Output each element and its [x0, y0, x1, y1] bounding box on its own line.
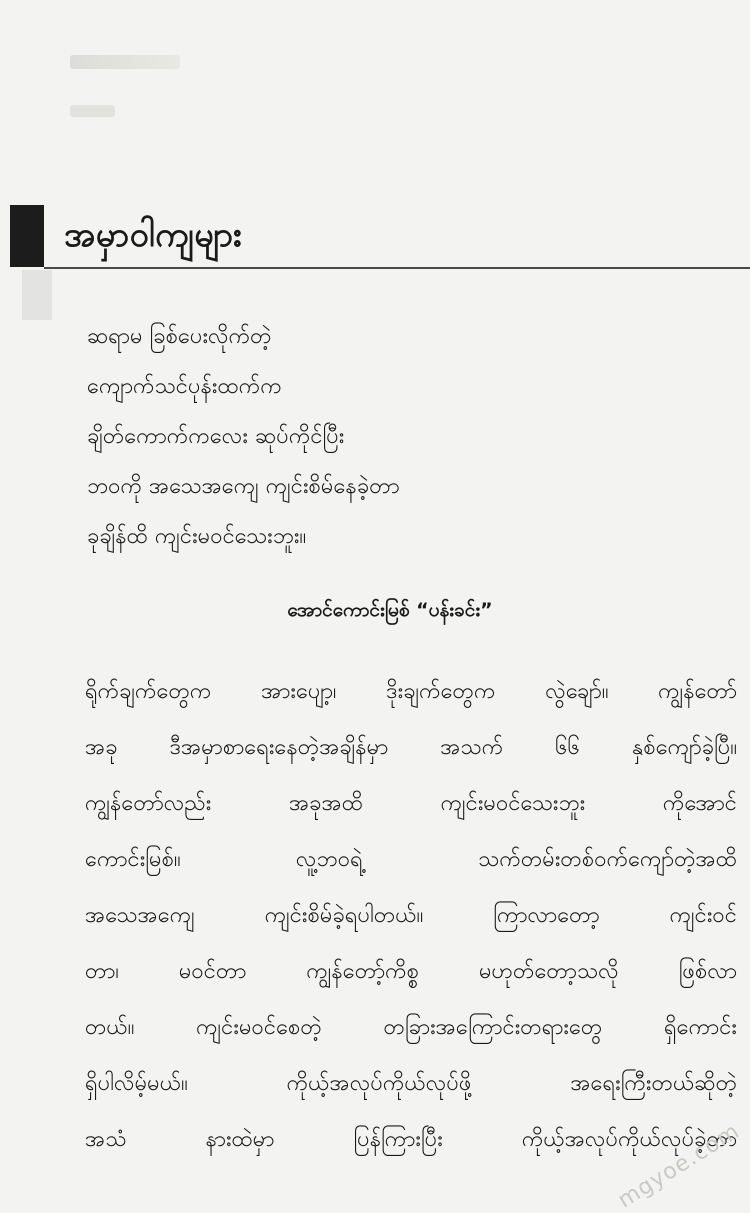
body-line: ရှိပါလိမ့်မယ်။ ကိုယ့်အလုပ်ကိုယ်လုပ်ဖို့ အရေးကြီးတယ်ဆိုတဲ့ [85, 1071, 737, 1096]
poem-attribution: အောင်ကောင်းမြစ် “ပန်းခင်း” [287, 599, 493, 621]
body-paragraph [85, 677, 737, 1181]
body-line: ကောင်းမြစ်။ လူ့ဘဝရဲ့ သက်တမ်းတစ်ဝက်ကျော်တဲ့အထိ [85, 847, 737, 872]
chapter-title-rule [44, 267, 750, 269]
faded-page-mark [70, 105, 115, 117]
poem-line: ဘဝကို အသေအကျေ ကျင်းစိမ်နေခဲ့တာ [87, 474, 400, 499]
poem-line: ချိတ်ကောက်ကလေး ဆုပ်ကိုင်ပြီး [87, 424, 345, 449]
chapter-title: အမှာဝါကျများ [64, 215, 243, 255]
poem-line: ဆရာမ ခြစ်ပေးလိုက်တဲ့ [87, 324, 272, 349]
body-line: အသံ နားထဲမှာ ပြန်ကြားပြီး ကိုယ့်အလုပ်ကိုယ်လုပ်ခဲ့တာ [85, 1127, 737, 1152]
body-line: ရိုက်ချက်တွေက အားပျော့၊ ဒိုးချက်တွေက လွဲချော်။ ကျွန်တော် [85, 679, 737, 704]
poem-line: ခုချိန်ထိ ကျင်းမဝင်သေးဘူး။ [87, 524, 307, 549]
chapter-marker-shadow [22, 270, 52, 320]
site-watermark: mgyoe.com [613, 1118, 744, 1213]
body-line: အခု ဒီအမှာစာရေးနေတဲ့အချိန်မှာ အသက် ၆၆ နှစ်ကျော်ခဲ့ပြီ။ [85, 735, 737, 760]
epigraph-poem [87, 322, 400, 572]
body-line: တာ၊ မဝင်တာ ကျွန်တော့်ကိစ္စ မဟုတ်တော့သလို ဖြစ်လာ [85, 959, 737, 984]
body-line: ကျွန်တော်လည်း အခုအထိ ကျင်းမဝင်သေးဘူး ကိုအောင် [85, 791, 737, 816]
body-line: အသေအကျေ ကျင်းစိမ်ခဲ့ရပါတယ်။ ကြာလာတော့ ကျင်းဝင် [85, 903, 737, 928]
chapter-marker-bar [10, 205, 44, 267]
body-line: တယ်။ ကျင်းမဝင်စေတဲ့ တခြားအကြောင်းတရားတွေ ရှိကောင်း [85, 1015, 737, 1040]
poem-line: ကျောက်သင်ပုန်းထက်က [87, 374, 282, 399]
faded-header-text [70, 55, 180, 69]
